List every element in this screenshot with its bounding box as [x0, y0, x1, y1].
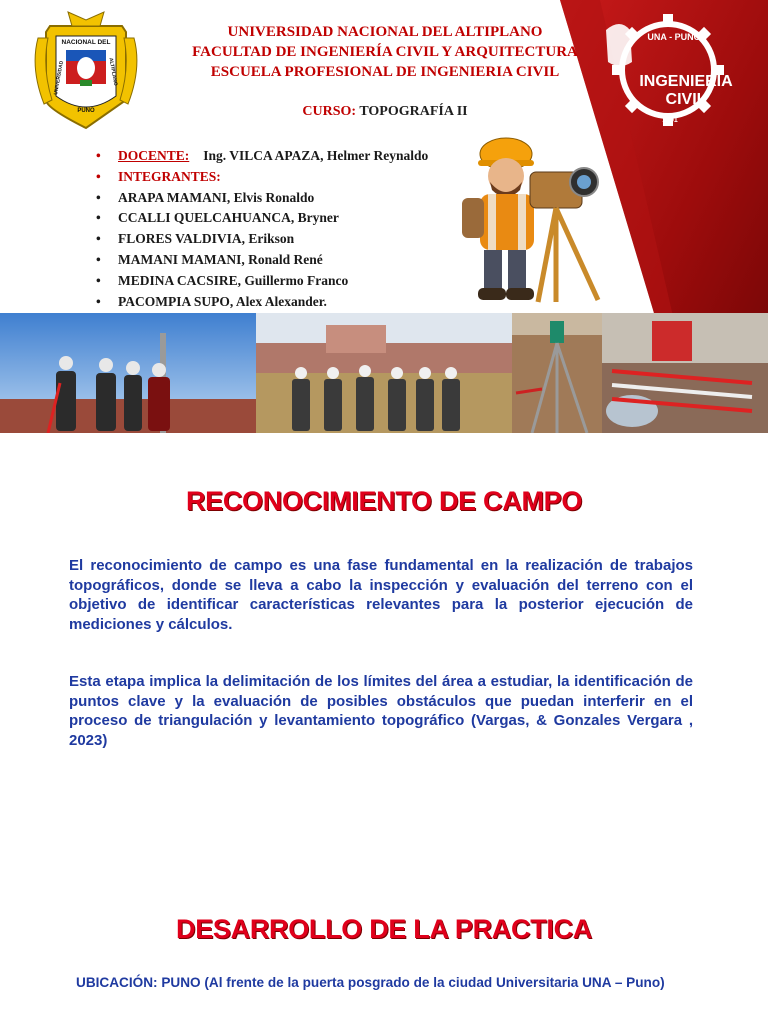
list-item [96, 292, 476, 313]
field-photo-4 [602, 313, 768, 433]
field-photo-strip [0, 313, 768, 433]
faculty-name: FACULTAD DE INGENIERÍA CIVIL Y ARQUITECTURA [192, 44, 578, 60]
docente-value: Ing. VILCA APAZA, Helmer Reynaldo [203, 148, 429, 163]
list-item [96, 188, 476, 209]
docente-row [96, 146, 476, 167]
field-photo-1 [0, 313, 256, 433]
course-value: TOPOGRAFÍA II [359, 104, 468, 119]
logo-year-text: 1991 [662, 117, 678, 124]
docente-label: DOCENTE: [118, 148, 190, 163]
logo-civil-text: CIVIL [665, 91, 707, 108]
university-name: UNIVERSIDAD NACIONAL DEL ALTIPLANO [227, 24, 543, 40]
location-label: UBICACIÓN: [76, 975, 158, 990]
logo-ingenieria-text: INGENIERIA [639, 73, 733, 90]
location-value: PUNO (Al frente de la puerta posgrado de la ciudad Universitaria UNA – Puno) [161, 975, 665, 990]
list-item [96, 208, 476, 229]
member-name: MAMANI MAMANI, Ronald René [118, 251, 323, 267]
field-photo-3 [512, 313, 602, 433]
member-name: MEDINA CACSIRE, Guillermo Franco [118, 272, 349, 288]
bullet: • [96, 189, 101, 205]
course-line [160, 104, 610, 120]
crest-left-text: UNIVERSIDAD [53, 60, 65, 96]
bullet: • [96, 168, 101, 184]
university-crest-logo [30, 8, 142, 130]
crest-top-text: NACIONAL DEL [61, 39, 111, 46]
team-list [96, 146, 476, 312]
surveyor-illustration [458, 132, 608, 312]
member-name: ARAPA MAMANI, Elvis Ronaldo [118, 189, 315, 205]
list-item [96, 271, 476, 292]
bullet: • [96, 272, 101, 288]
list-item [96, 229, 476, 250]
paragraph-2: Esta etapa implica la delimitación de los límites del área a estudiar, la identificación de puntos clave y la evaluación de posibles obstáculos que puedan interferir en el proceso de triangulación y levantamiento topográfico (Vargas, & Gonzales Vergara , 2023) [69, 673, 693, 749]
member-name: CCALLI QUELCAHUANCA, Bryner [118, 210, 339, 226]
member-name: PACOMPIA SUPO, Alex Alexander. [118, 293, 327, 309]
crest-right-text: ALTIPLANO [107, 57, 119, 87]
institution-header [160, 22, 610, 82]
course-label: CURSO: [302, 104, 357, 119]
bullet: • [96, 210, 101, 226]
bullet: • [96, 251, 101, 267]
crest-bottom-text: PUNO [77, 108, 95, 114]
section-title-reconocimiento: RECONOCIMIENTO DE CAMPO [185, 486, 583, 516]
member-name: FLORES VALDIVIA, Erikson [118, 231, 295, 247]
integrantes-label: INTEGRANTES: [118, 168, 221, 184]
bullet: • [96, 148, 101, 163]
ingenieria-civil-logo [590, 10, 740, 130]
cover-section [0, 0, 768, 433]
integrantes-row [96, 167, 476, 188]
bullet: • [96, 231, 101, 247]
paragraph-1: El reconocimiento de campo es una fase fundamental en la realización de trabajos topográficos, donde se lleva a cabo la inspección y evaluación del terreno con el objetivo de identificar características relevantes para la posterior ejecución de mediciones y cálculos. [69, 557, 693, 633]
school-name: ESCUELA PROFESIONAL DE INGENIERIA CIVIL [210, 64, 560, 80]
bullet: • [96, 293, 101, 309]
location-line [76, 966, 716, 1000]
field-photo-2 [256, 313, 512, 433]
section-title-desarrollo: DESARROLLO DE LA PRACTICA [176, 914, 592, 944]
list-item [96, 250, 476, 271]
logo-una-puno-text: UNA - PUNO [647, 32, 701, 42]
